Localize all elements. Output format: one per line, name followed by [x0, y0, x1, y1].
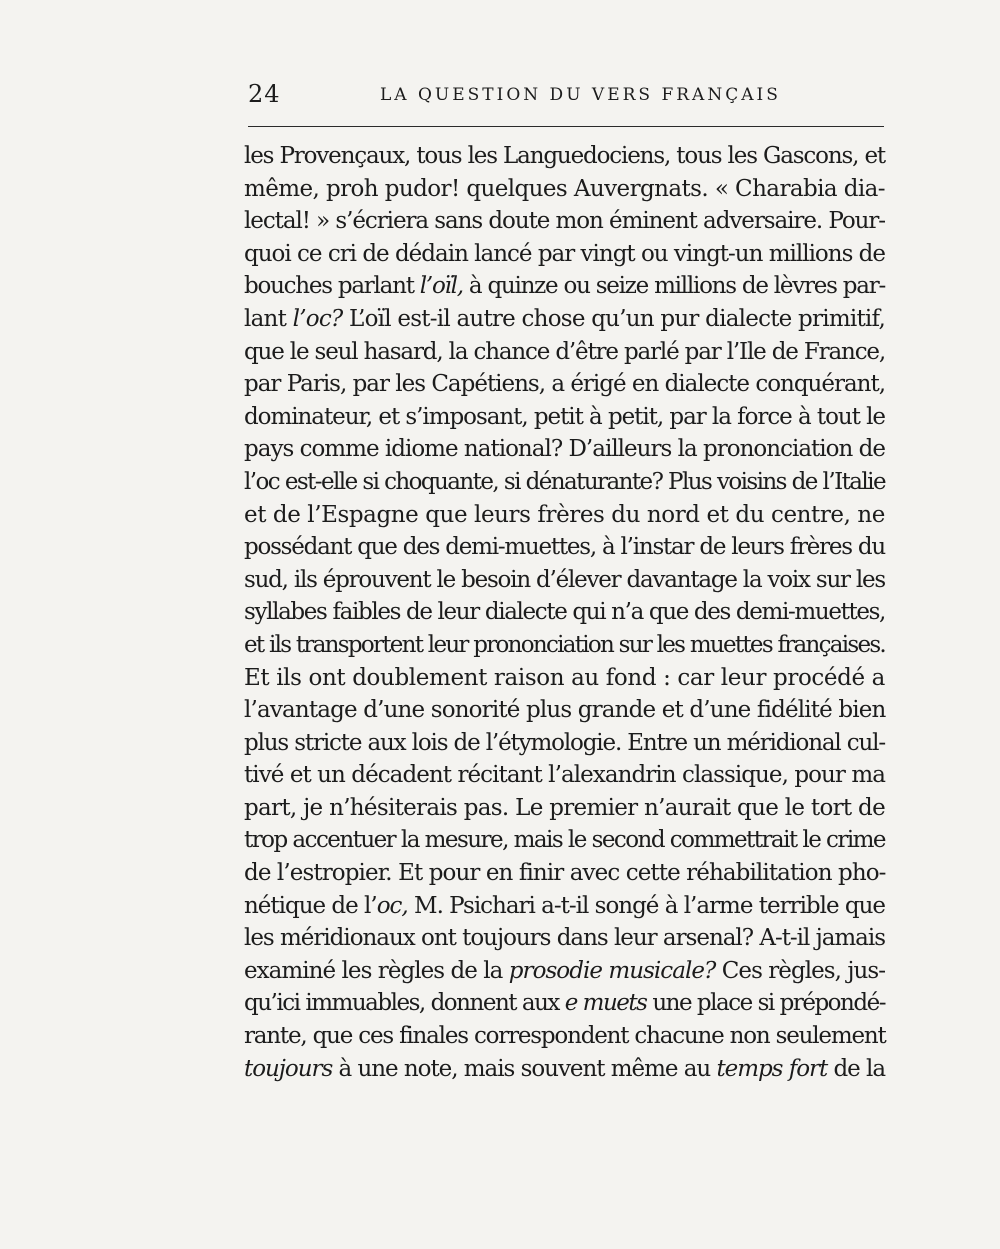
text-line [244, 531, 885, 564]
italic-span: l’oïl, [419, 273, 463, 300]
text-line [244, 857, 885, 890]
text-span: examiné les règles de la [244, 957, 509, 984]
text-line [244, 336, 885, 369]
text-span: quoi ce cri de dédain lancé par vingt ou vingt-un millions de [244, 240, 885, 267]
text-line [244, 564, 885, 597]
text-line [244, 694, 885, 727]
text-line [244, 140, 885, 173]
header-rule [248, 126, 884, 127]
text-line [244, 205, 885, 238]
running-title: LA QUESTION DU VERS FRANÇAIS [380, 85, 781, 105]
text-span: part, je n’hésiterais pas. Le premier n’aurait que le tort de [244, 794, 886, 821]
italic-span: e muets [564, 990, 647, 1017]
text-span: L’oïl est-il autre chose qu’un pur dialecte primitif, [342, 305, 885, 332]
text-line [244, 596, 885, 629]
text-span: de l’estropier. Et pour en finir avec cette réhabilitation pho- [244, 860, 886, 887]
text-span: possédant que des demi-muettes, à l’instar de leurs frères du [244, 534, 885, 561]
text-line [244, 629, 885, 662]
text-line [244, 270, 885, 303]
text-line [244, 499, 885, 532]
text-line [244, 922, 885, 955]
text-span: l’avantage d’une sonorité plus grande et d’une fidélité bien [244, 697, 886, 724]
text-line [244, 792, 885, 825]
text-span: bouches parlant [244, 273, 420, 300]
text-line [244, 173, 885, 206]
italic-span: toujours [244, 1055, 333, 1082]
text-span: nétique de l’ [244, 892, 377, 919]
text-span: une place si prépondé- [646, 990, 886, 1017]
text-line [244, 1020, 885, 1053]
text-span: les Provençaux, tous les Languedociens, tous les Gascons, et [244, 143, 885, 169]
text-line [244, 433, 885, 466]
text-span: lectal! » s’écriera sans doute mon éminent adversaire. Pour- [244, 208, 885, 235]
text-line [244, 368, 885, 401]
text-span: Et ils ont doublement raison au fond : car leur procédé a [244, 664, 885, 691]
body-text [244, 140, 885, 1085]
text-span: lant [244, 305, 293, 332]
page-number: 24 [248, 80, 281, 108]
text-line [244, 759, 885, 792]
text-span: dominateur, et s’imposant, petit à petit, par la force à tout le [244, 403, 885, 430]
text-span: Ces règles, jus- [715, 957, 886, 984]
text-span: même, proh pudor! quelques Auvergnats. « Charabia dia- [244, 175, 886, 202]
text-span: par Paris, par les Capétiens, a érigé en dialecte conquérant, [244, 371, 885, 398]
text-line [244, 238, 885, 271]
italic-span: temps fort [716, 1055, 828, 1082]
text-span: rante, que ces finales correspondent chacune non seulement [244, 1023, 886, 1050]
italic-span: oc, [376, 892, 408, 919]
text-line [244, 662, 885, 695]
text-line [244, 955, 885, 988]
text-span: pays comme idiome national? D’ailleurs la prononciation de [244, 436, 885, 463]
text-line [244, 401, 885, 434]
text-span: M. Psichari a-t-il songé à l’arme terrible que [407, 892, 886, 919]
text-line [244, 466, 885, 499]
text-span: à quinze ou seize millions de lèvres par- [462, 273, 885, 300]
text-span: de la [827, 1055, 885, 1082]
text-span: sud, ils éprouvent le besoin d’élever davantage la voix sur les [244, 566, 885, 593]
text-line [244, 727, 885, 760]
text-line [244, 987, 885, 1020]
text-span: que le seul hasard, la chance d’être parlé par l’Ile de France, [244, 338, 885, 365]
text-span: tivé et un décadent récitant l’alexandrin classique, pour ma [244, 762, 885, 789]
text-line [244, 890, 885, 923]
text-span: l’oc est-elle si choquante, si dénaturante? Plus voisins de l’Italie [244, 468, 885, 495]
running-head [248, 80, 884, 116]
text-span: trop accentuer la mesure, mais le second commettrait le crime [244, 827, 885, 854]
italic-span: l’oc? [292, 305, 343, 332]
text-span: syllabes faibles de leur dialecte qui n’a que des demi-muettes, [244, 599, 885, 626]
text-span: à une note, mais souvent même au [332, 1055, 717, 1082]
text-span: et de l’Espagne que leurs frères du nord et du centre, ne [244, 501, 885, 528]
italic-span: prosodie musicale? [508, 957, 716, 984]
text-line [244, 303, 885, 336]
text-line [244, 824, 885, 857]
text-span: qu’ici immuables, donnent aux [244, 990, 565, 1017]
text-line [244, 1053, 885, 1086]
text-span: les méridionaux ont toujours dans leur arsenal? A-t-il jamais [244, 925, 885, 952]
text-span: plus stricte aux lois de l’étymologie. Entre un méridional cul- [244, 729, 885, 756]
text-span: et ils transportent leur prononciation sur les muettes françaises. [244, 631, 885, 658]
